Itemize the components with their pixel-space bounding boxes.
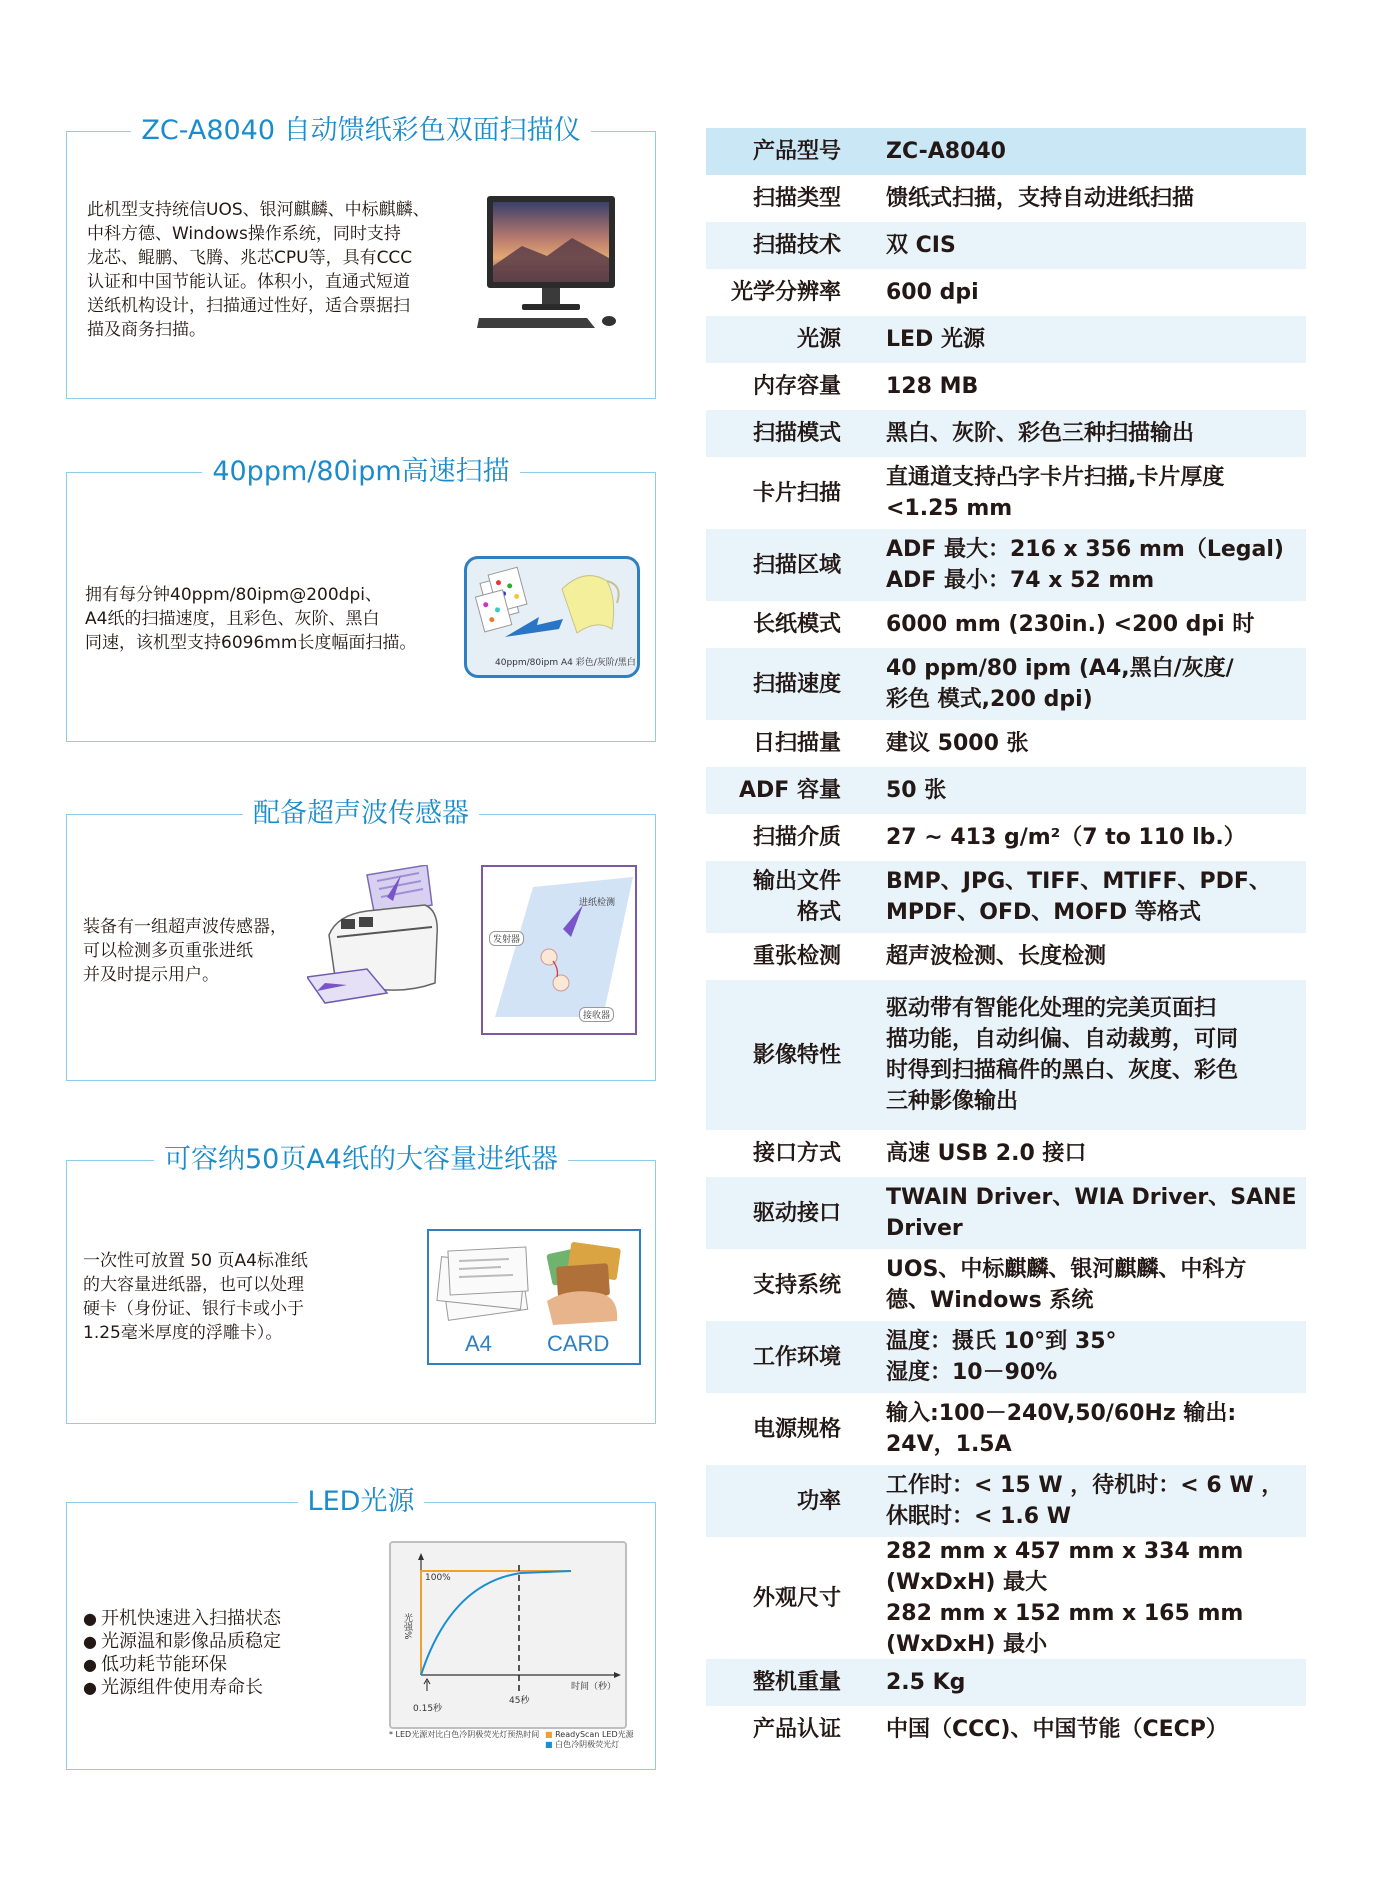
spec-value: UOS、中标麒麟、银河麒麟、中科方 德、Windows 系统: [886, 1257, 1247, 1313]
spec-value: 双 CIS: [886, 233, 956, 258]
spec-label: 产品认证: [752, 1717, 841, 1742]
spec-value: BMP、JPG、TIFF、MTIFF、PDF、 MPDF、OFD、MOFD 等格式: [886, 869, 1271, 925]
spec-label: 日扫描量: [752, 731, 841, 756]
diagram-label-receiver: 接收器: [579, 1007, 614, 1022]
desc-line: 1.25毫米厚度的浮雕卡）。: [83, 1323, 283, 1343]
spec-table: [706, 128, 1306, 1753]
spec-value: 50 张: [886, 778, 947, 803]
spec-label: 功率: [796, 1488, 841, 1514]
spec-value: 直通道支持凸字卡片扫描,卡片厚度 <1.25 mm: [886, 465, 1225, 521]
spec-label: 输出文件 格式: [752, 869, 841, 925]
spec-value: 温度：摄氏 10°到 35° 湿度：10－90%: [886, 1329, 1117, 1385]
desc-line: 一次性可放置 50 页A4标准纸: [83, 1251, 308, 1271]
list-item: ● 光源温和影像品质稳定: [83, 1630, 343, 1653]
desc-line: 并及时提示用户。: [83, 965, 219, 985]
spec-row: [706, 601, 1306, 648]
feature-box-auto-feed: [66, 115, 656, 399]
spec-row: [706, 269, 1306, 316]
spec-value: 282 mm x 457 mm x 334 mm (WxDxH) 最大 282 mm x 152 mm x 165 mm (WxDxH) 最小: [886, 1539, 1244, 1657]
spec-row: [706, 861, 1306, 933]
spec-row: [706, 1321, 1306, 1393]
spec-label: ADF 容量: [739, 778, 841, 803]
y-axis-label: 光强%: [402, 1613, 412, 1640]
spec-row: [706, 720, 1306, 767]
y-top-label: 100%: [425, 1573, 451, 1583]
spec-value: 6000 mm (230in.) <200 dpi 时: [886, 612, 1255, 637]
spec-row: [706, 529, 1306, 601]
x-marker-late: 45秒: [509, 1696, 530, 1706]
feature-description: [83, 915, 323, 987]
label-card: CARD: [547, 1331, 610, 1356]
led-warmup-chart: [389, 1541, 627, 1729]
paper-stack-icon: [467, 559, 637, 655]
spec-value: ZC-A8040: [886, 139, 1006, 164]
desc-line: 同速，该机型支持6096mm长度幅面扫描。: [85, 633, 417, 653]
list-item: ● 低功耗节能环保: [83, 1653, 343, 1676]
feature-description: [83, 1249, 363, 1345]
spec-label: 扫描介质: [752, 825, 841, 850]
spec-value: 27 ~ 413 g/m²（7 to 110 lb.）: [886, 825, 1246, 850]
spec-row: [706, 1130, 1306, 1177]
diagram-label-emitter: 发射器: [489, 931, 524, 946]
feature-title: 40ppm/80ipm高速扫描: [202, 456, 519, 487]
legend-ccfl-label: 白色冷阴极荧光灯: [555, 1740, 620, 1749]
spec-value: 黑白、灰阶、彩色三种扫描输出: [886, 421, 1195, 446]
list-item: ● 开机快速进入扫描状态: [83, 1607, 343, 1630]
desc-line: 中科方德、Windows操作系统，同时支持: [87, 224, 401, 244]
spec-label: 扫描技术: [752, 233, 841, 258]
desc-line: 龙芯、鲲鹏、飞腾、兆芯CPU等，具有CCC: [87, 248, 413, 268]
desc-line: 可以检测多页重张进纸: [83, 941, 253, 961]
spec-label: 驱动接口: [752, 1200, 841, 1226]
desc-line: 描及商务扫描。: [87, 320, 206, 340]
image-caption: 40ppm/80ipm A4 彩色/灰阶/黑白: [495, 658, 636, 668]
spec-row: [706, 767, 1306, 814]
legend-ccfl: ■ 白色冷阴极荧光灯: [545, 1740, 620, 1749]
ultrasonic-diagram: [481, 865, 637, 1035]
spec-label: 重张检测: [752, 944, 841, 969]
spec-value: 馈纸式扫描，支持自动进纸扫描: [886, 186, 1195, 211]
feature-description: [85, 583, 455, 655]
spec-row: [706, 1249, 1306, 1321]
spec-row: [706, 933, 1306, 980]
feature-box-high-speed: [66, 456, 656, 742]
spec-row: [706, 316, 1306, 363]
spec-label: 接口方式: [752, 1141, 841, 1166]
spec-row: [706, 1659, 1306, 1706]
spec-row: [706, 980, 1306, 1130]
legend-led: ■ ReadyScan LED光源: [545, 1730, 634, 1739]
feature-box-feeder: [66, 1144, 656, 1424]
x-marker-early: 0.15秒: [413, 1704, 443, 1714]
spec-row: [706, 1706, 1306, 1753]
list-item: ● 光源组件使用寿命长: [83, 1676, 343, 1699]
spec-value: 2.5 Kg: [886, 1670, 966, 1695]
feature-title: LED光源: [298, 1486, 425, 1517]
spec-value: 中国（CCC)、中国节能（CECP）: [886, 1717, 1228, 1742]
diagram-label-feed-detect: 进纸检测: [579, 898, 616, 908]
spec-label: 整机重量: [752, 1670, 841, 1695]
spec-label: 扫描类型: [752, 186, 841, 211]
led-benefits-list: [83, 1607, 343, 1699]
feature-box-ultrasonic: [66, 798, 656, 1081]
ccfl-curve: [421, 1571, 571, 1675]
spec-label: 内存容量: [752, 374, 841, 399]
high-speed-illustration: [464, 556, 640, 678]
computer-monitor-image: [477, 196, 627, 328]
spec-label: 光源: [796, 327, 841, 352]
label-a4: A4: [465, 1331, 492, 1356]
feature-box-led: [66, 1486, 656, 1770]
spec-value: ADF 最大：216 x 356 mm（Legal) ADF 最小：74 x 52 mm: [886, 537, 1284, 593]
spec-row: [706, 457, 1306, 529]
spec-label: 光学分辨率: [730, 280, 841, 305]
spec-label: 影像特性: [752, 1042, 841, 1068]
spec-row: [706, 1393, 1306, 1465]
desc-line: 认证和中国节能认证。体积小，直通式短道: [87, 272, 410, 292]
spec-value: 高速 USB 2.0 接口: [886, 1141, 1087, 1166]
spec-value: 输入:100－240V,50/60Hz 输出: 24V，1.5A: [886, 1401, 1237, 1457]
desc-line: 硬卡（身份证、银行卡或小于: [83, 1299, 304, 1319]
desc-line: A4纸的扫描速度，且彩色、灰阶、黑白: [85, 609, 380, 629]
spec-row: [706, 410, 1306, 457]
spec-row: [706, 814, 1306, 861]
spec-value: 128 MB: [886, 374, 979, 399]
spec-label: 工作环境: [752, 1344, 841, 1370]
document-stack-icon: [429, 1231, 639, 1331]
feature-title: 配备超声波传感器: [243, 798, 479, 829]
spec-value: 建议 5000 张: [886, 731, 1029, 756]
spec-row: [706, 1537, 1306, 1659]
legend-led-label: ReadyScan LED光源: [555, 1730, 634, 1739]
feature-title: 可容纳50页A4纸的大容量进纸器: [154, 1144, 568, 1175]
spec-label: 卡片扫描: [752, 480, 841, 506]
led-curve: [421, 1571, 571, 1675]
desc-line: 送纸机构设计，扫描通过性好，适合票据扫: [87, 296, 410, 316]
spec-label: 外观尺寸: [752, 1585, 841, 1611]
spec-label: 扫描区域: [752, 552, 841, 578]
spec-value: 超声波检测、长度检测: [886, 944, 1107, 969]
spec-label: 支持系统: [752, 1272, 841, 1298]
a4-and-card-image: [427, 1229, 641, 1365]
spec-row: [706, 222, 1306, 269]
chart-footnote: * LED光源对比白色冷阴极荧光灯预热时间: [389, 1730, 540, 1739]
spec-label: 长纸模式: [752, 612, 841, 637]
spec-value: 工作时：< 15 W ，待机时：< 6 W ， 休眠时：< 1.6 W: [886, 1473, 1284, 1529]
feature-description: [87, 198, 467, 342]
spec-value: 40 ppm/80 ipm (A4,黑白/灰度/ 彩色 模式,200 dpi): [886, 656, 1234, 712]
x-axis-label: 时间（秒）: [571, 1682, 617, 1692]
desc-line: 拥有每分钟40ppm/80ipm@200dpi、: [85, 585, 382, 605]
feature-title: ZC-A8040 自动馈纸彩色双面扫描仪: [131, 115, 590, 146]
spec-value: TWAIN Driver、WIA Driver、SANE Driver: [886, 1185, 1297, 1241]
desc-line: 此机型支持统信UOS、银河麒麟、中标麒麟、: [87, 200, 430, 220]
spec-row: [706, 1177, 1306, 1249]
spec-label: 产品型号: [752, 139, 841, 164]
spec-value: 驱动带有智能化处理的完美页面扫 描功能，自动纠偏、自动裁剪，可同 时得到扫描稿件的黑白、灰度、彩色 三种影像输出: [886, 996, 1239, 1114]
spec-label: 电源规格: [752, 1416, 841, 1442]
spec-value: 600 dpi: [886, 280, 979, 305]
desc-line: 的大容量进纸器，也可以处理: [83, 1275, 304, 1295]
spec-label: 扫描模式: [752, 421, 841, 446]
scanner-image: [307, 865, 467, 1015]
spec-value: LED 光源: [886, 327, 985, 352]
spec-row: [706, 128, 1306, 175]
spec-row: [706, 1465, 1306, 1537]
spec-row: [706, 175, 1306, 222]
spec-row: [706, 363, 1306, 410]
desc-line: 装备有一组超声波传感器，: [83, 917, 287, 937]
spec-row: [706, 648, 1306, 720]
spec-label: 扫描速度: [752, 671, 841, 697]
